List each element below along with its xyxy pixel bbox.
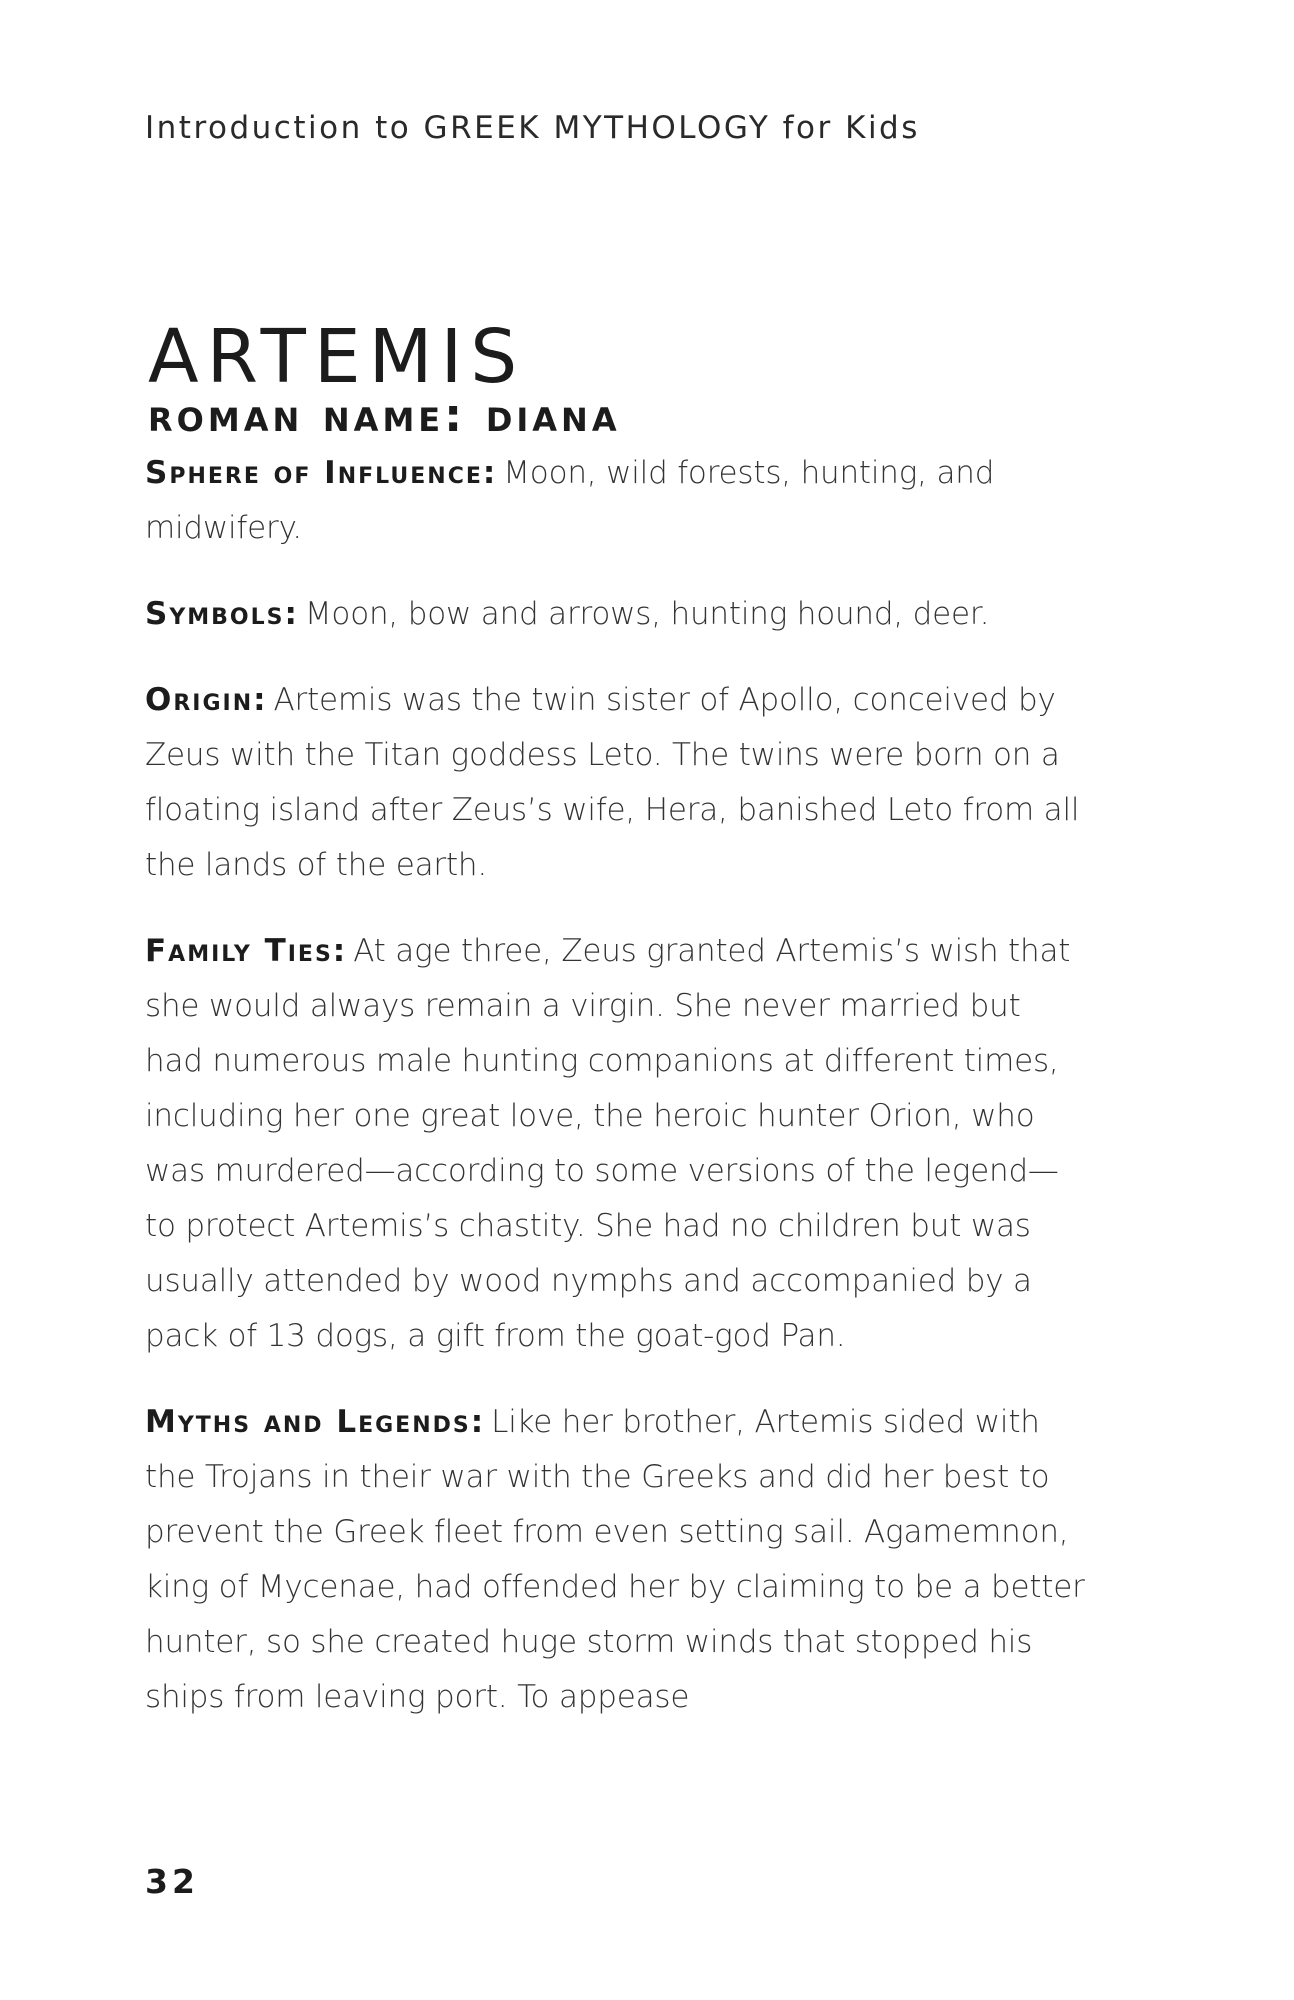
entry-text: Moon, bow and arrows, hunting hound, deer. <box>304 596 990 632</box>
entry-sphere-of-influence <box>145 446 1085 556</box>
entry-label: Symbols: <box>145 596 299 632</box>
entry-text: Moon, wild forests, hunting, and midwifery. <box>145 455 995 546</box>
entry-label: Family Ties: <box>145 933 348 969</box>
entry-myths-and-legends <box>145 1395 1085 1725</box>
entry-text: Artemis was the twin sister of Apollo, conceived by Zeus with the Titan goddess Leto. The twins were born on a floating island after Zeus’s wife, Hera, banished Leto from all the lands of the earth. <box>145 682 1080 883</box>
page-title: artemis <box>148 284 526 408</box>
roman-name-subtitle: roman name: diana <box>148 389 621 443</box>
entry-text: Like her brother, Artemis sided with the Trojans in their war with the Greeks and did her best to prevent the Greek fleet from even setting sail. Agamemnon, king of Mycenae, had offended her by claiming to be a better hunter, so she created huge storm winds that stopped his ships from leaving port. To appease <box>145 1404 1085 1715</box>
page-number: 32 <box>145 1862 199 1901</box>
entry-symbols <box>145 587 1085 642</box>
entry-list <box>145 446 1085 1756</box>
running-head: Introduction to GREEK MYTHOLOGY for Kids <box>145 110 920 146</box>
entry-family-ties <box>145 924 1085 1364</box>
entry-origin <box>145 673 1085 893</box>
entry-label: Origin: <box>145 682 268 718</box>
entry-label: Sphere of Influence: <box>145 455 498 491</box>
entry-label: Myths and Legends: <box>145 1404 486 1440</box>
entry-text: At age three, Zeus granted Artemis’s wish that she would always remain a virgin. She never married but had numerous male hunting companions at different times, including her one great love, the heroic hunter Orion, who was murdered—according to some versions of the legend—to protect Artemis’s chastity. She had no children but was usually attended by wood nymphs and accompanied by a pack of 13 dogs, a gift from the goat-god Pan. <box>145 933 1071 1354</box>
